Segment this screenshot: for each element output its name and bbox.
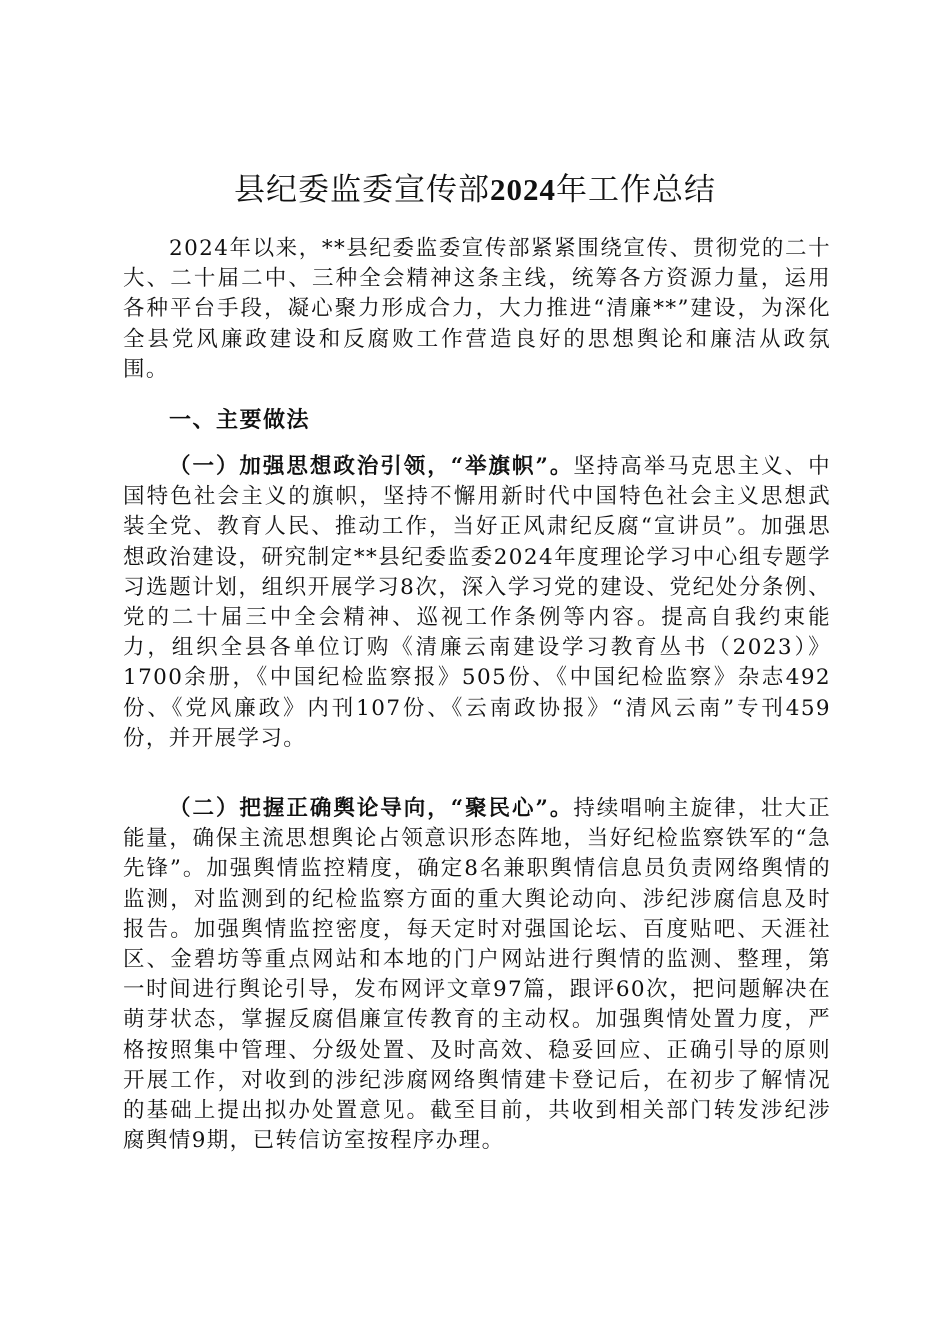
title-text: 县纪委监委宣传部 — [234, 172, 490, 208]
item-paragraph-2 — [123, 794, 831, 1156]
item-2-body: 持续唱响主旋律，壮大正能量，确保主流思想舆论占领意识形态阵地，当好纪检监察铁军的“急先锋”。加强舆情监控精度，确定8名兼职舆情信息员负责网络舆情的监测，对监测到的纪检监察方面的重大舆论动向、涉纪涉腐信息及时报告。加强舆情监控密度，每天定时对强国论坛、百度贴吧、天涯社区、金碧坊等重点网站和本地的门户网站进行舆情的监测、整理，第一时间进行舆论引导，发布网评文章97篇，跟评60次，把问题解决在萌芽状态，掌握反腐倡廉宣传教育的主动权。加强舆情处置力度，严格按照集中管理、分级处置、及时高效、稳妥回应、正确引导的原则开展工作，对收到的涉纪涉腐网络舆情建卡登记后，在初步了解情况的基础上提出拟办处置意见。截至目前，共收到相关部门转发涉纪涉腐舆情9期，已转信访室按程序办理。 — [123, 796, 831, 1154]
section-heading-main-practices: 一、主要做法 — [169, 407, 311, 433]
item-2-lead: （二）把握正确舆论导向，“聚民心”。 — [169, 796, 574, 821]
item-1-body: 坚持高举马克思主义、中国特色社会主义的旗帜，坚持不懈用新时代中国特色社会主义思想武装全党、教育人民、推动工作，当好正风肃纪反腐“宣讲员”。加强思想政治建设，研究制定**县纪委监委2024年度理论学习中心组专题学习选题计划，组织开展学习8次，深入学习党的建设、党纪处分条例、党的二十届三中全会精神、巡视工作条例等内容。提高自我约束能力，组织全县各单位订购《清廉云南建设学习教育丛书（2023）》1700余册，《中国纪检监察报》505份、《中国纪检监察》杂志492份、《党风廉政》内刊107份、《云南政协报》“清风云南”专刊459份，并开展学习。 — [123, 454, 831, 751]
item-paragraph-1 — [123, 452, 831, 754]
title-suffix: 年工作总结 — [556, 172, 716, 208]
document-title — [0, 168, 950, 212]
intro-paragraph: 2024年以来，**县纪委监委宣传部紧紧围绕宣传、贯彻党的二十大、二十届二中、三种全会精神这条主线，统筹各方资源力量，运用各种平台手段，凝心聚力形成合力，大力推进“清廉**”建设，为深化全县党风廉政建设和反腐败工作营造良好的思想舆论和廉洁从政氛围。 — [123, 236, 831, 382]
item-1-lead: （一）加强思想政治引领，“举旗帜”。 — [169, 454, 574, 479]
title-year: 2024 — [490, 172, 556, 207]
